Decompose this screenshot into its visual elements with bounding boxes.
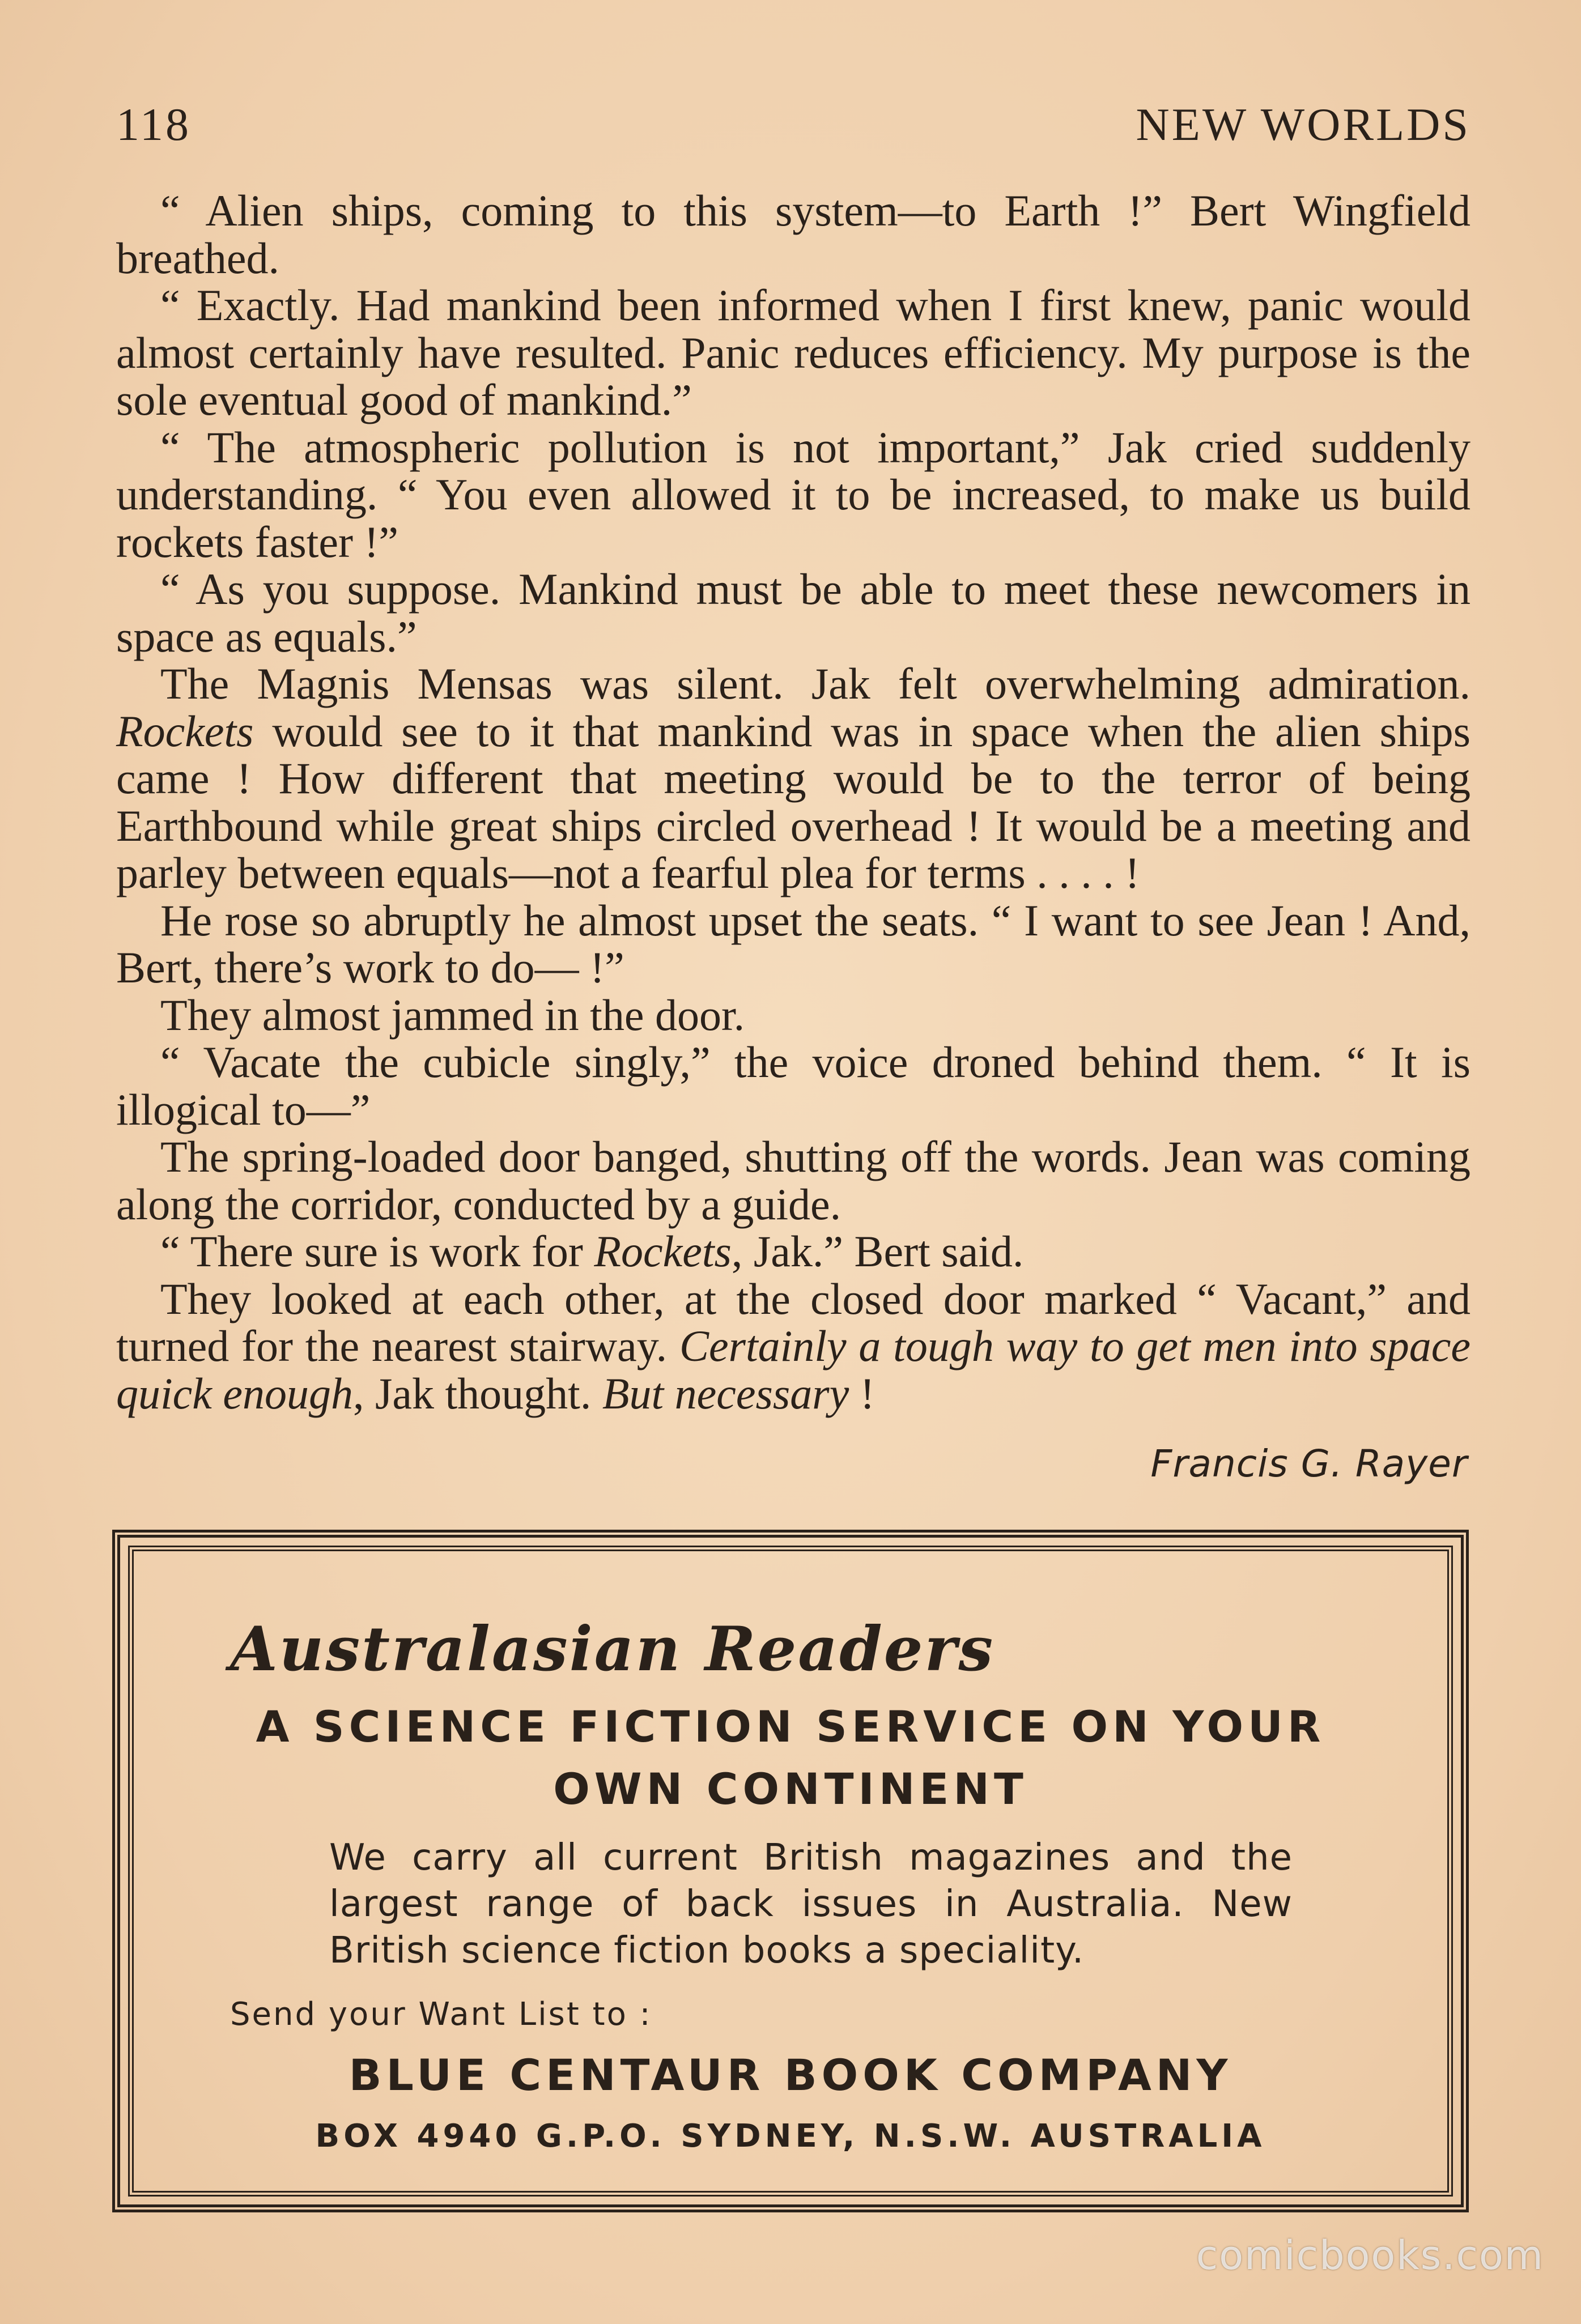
paragraph: “ As you suppose. Mankind must be able to meet these newcomers in space as equals.”	[116, 564, 1470, 661]
author-byline: Francis G. Rayer	[1150, 1442, 1468, 1486]
paragraph	[116, 1275, 1470, 1418]
paragraph-text: !	[849, 1368, 875, 1418]
ad-subheading-line: A SCIENCE FICTION SERVICE ON YOUR	[256, 1701, 1325, 1752]
paragraph: They almost jammed in the door.	[160, 990, 745, 1040]
ad-subheading-line: OWN CONTINENT	[553, 1764, 1028, 1814]
paragraph	[116, 660, 1470, 897]
italic-title: Rockets	[594, 1227, 732, 1276]
page-number: 118	[116, 99, 191, 150]
running-title: NEW WORLDS	[1136, 99, 1470, 150]
ad-instruction: Send your Want List to :	[230, 1996, 652, 2033]
paragraph	[116, 1228, 1470, 1275]
ad-address: BOX 4940 G.P.O. SYDNEY, N.S.W. AUSTRALIA	[315, 2118, 1266, 2155]
paragraph-text: They looked at each other, at the closed door marked “ Vacant,” and turned for the nearest stairway.	[116, 1274, 1470, 1370]
paragraph-text: , Jak.” Bert said.	[731, 1227, 1024, 1276]
ad-company-name: BLUE CENTAUR BOOK COMPANY	[348, 2050, 1232, 2100]
ad-subheading	[134, 1696, 1447, 1820]
italic-thought: Certainly a tough way to get men into space quick enough	[116, 1321, 1470, 1418]
italic-thought: But necessary	[602, 1368, 849, 1418]
paragraph-text: would see to it that mankind was in space when the alien ships came ! How different that meeting would be to the terror of being Earthbound while great ships circled overhead ! It would be a meeting and parley between equals—not a fearful plea for terms . . . . !	[116, 706, 1470, 897]
paragraph: “ Alien ships, coming to this system—to Earth !” Bert Wingfield breathed.	[116, 186, 1470, 283]
paragraph: The spring-loaded door banged, shutting off the words. Jean was coming along the corridor, conducted by a guide.	[116, 1132, 1470, 1229]
paragraph-text: The Magnis Mensas was silent. Jak felt overwhelming admiration.	[160, 659, 1470, 708]
paragraph-text: , Jak thought.	[353, 1368, 592, 1418]
watermark: comicbooks.com	[1196, 2232, 1544, 2279]
ad-heading: Australasian Readers	[230, 1614, 995, 1685]
paragraph: “ Exactly. Had mankind been informed when I first knew, panic would almost certainly have resulted. Panic reduces efficiency. My purpose is the sole eventual good of mankind.”	[116, 280, 1470, 424]
page-header	[116, 91, 1470, 159]
advertisement-inner-border	[128, 1546, 1453, 2197]
story-text	[116, 187, 1470, 1417]
paragraph: “ The atmospheric pollution is not important,” Jak cried suddenly understanding. “ You even allowed it to be increased, to make us build rockets faster !”	[116, 422, 1470, 567]
paragraph: “ Vacate the cubicle singly,” the voice droned behind them. “ It is illogical to—”	[116, 1037, 1470, 1134]
advertisement-box	[112, 1530, 1469, 2212]
paragraph: He rose so abruptly he almost upset the seats. “ I want to see Jean ! And, Bert, there’s work to do— !”	[116, 895, 1470, 992]
italic-title: Rockets	[116, 706, 254, 756]
paragraph-text: “ There sure is work for	[160, 1227, 583, 1276]
ad-body-text: We carry all current British magazines and the largest range of back issues in Australia. New British science fiction books a speciality.	[329, 1837, 1293, 1972]
